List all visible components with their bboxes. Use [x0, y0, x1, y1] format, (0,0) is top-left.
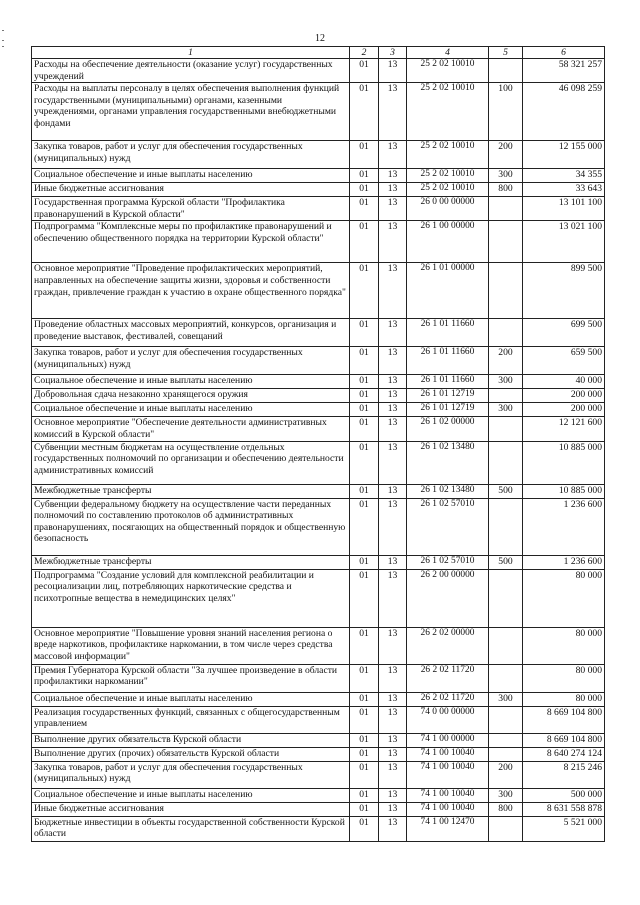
amount: 46 098 259: [523, 83, 605, 141]
section-code: 01: [350, 263, 379, 319]
item-name: Закупка товаров, работ и услуг для обеспечения государственных (муниципальных) нужд: [32, 141, 350, 169]
amount: 8 669 104 800: [523, 733, 605, 747]
table-header-row: [32, 47, 605, 59]
table-row: [32, 347, 605, 375]
target-article-code: 26 2 02 11720: [407, 664, 489, 692]
section-code: 01: [350, 692, 379, 706]
table-row: [32, 197, 605, 221]
expense-type-code: 500: [489, 555, 523, 569]
subsection-code: 13: [379, 375, 407, 389]
subsection-code: 13: [379, 441, 407, 484]
table-row: [32, 555, 605, 569]
target-article-code: 26 1 02 13480: [407, 484, 489, 498]
subsection-code: 13: [379, 733, 407, 747]
section-code: 01: [350, 83, 379, 141]
expense-type-code: [489, 441, 523, 484]
table-row: [32, 761, 605, 788]
amount: 33 643: [523, 183, 605, 197]
table-row: [32, 569, 605, 627]
table-row: [32, 802, 605, 816]
target-article-code: 26 1 01 12719: [407, 389, 489, 403]
target-article-code: 26 2 00 00000: [407, 569, 489, 627]
target-article-code: 74 1 00 10040: [407, 788, 489, 802]
table-row: [32, 706, 605, 733]
table-row: [32, 141, 605, 169]
section-code: 01: [350, 761, 379, 788]
expense-type-code: 200: [489, 761, 523, 788]
subsection-code: 13: [379, 417, 407, 441]
target-article-code: 25 2 02 10010: [407, 183, 489, 197]
subsection-code: 13: [379, 403, 407, 417]
subsection-code: 13: [379, 627, 407, 664]
target-article-code: 25 2 02 10010: [407, 141, 489, 169]
table-row: [32, 183, 605, 197]
target-article-code: 26 1 02 13480: [407, 441, 489, 484]
subsection-code: 13: [379, 747, 407, 761]
section-code: 01: [350, 484, 379, 498]
section-code: 01: [350, 417, 379, 441]
amount: 80 000: [523, 692, 605, 706]
target-article-code: 74 0 00 00000: [407, 706, 489, 733]
section-code: 01: [350, 403, 379, 417]
item-name: Расходы на обеспечение деятельности (оказание услуг) государственных учреждений: [32, 59, 350, 83]
column-header: 4: [407, 47, 489, 59]
item-name: Иные бюджетные ассигнования: [32, 802, 350, 816]
item-name: Социальное обеспечение и иные выплаты населению: [32, 375, 350, 389]
expense-type-code: [489, 627, 523, 664]
expense-type-code: 100: [489, 83, 523, 141]
expense-type-code: [489, 569, 523, 627]
expense-type-code: [489, 417, 523, 441]
amount: 1 236 600: [523, 498, 605, 555]
table-row: [32, 627, 605, 664]
item-name: Основное мероприятие "Проведение профилактических мероприятий, направленных на обеспечение защиты жизни, здоровья и собственности граждан, привлечение граждан к участию в охране общественного порядка": [32, 263, 350, 319]
section-code: 01: [350, 816, 379, 841]
table-row: [32, 788, 605, 802]
item-name: Межбюджетные трансферты: [32, 555, 350, 569]
section-code: 01: [350, 141, 379, 169]
item-name: Субвенции федеральному бюджету на осуществление части переданных полномочий по составлению протоколов об административных правонарушениях, посягающих на общественный порядок и общественную безопасность: [32, 498, 350, 555]
item-name: Премия Губернатора Курской области "За лучшее произведение в области профилактики наркомании": [32, 664, 350, 692]
section-code: 01: [350, 221, 379, 263]
table-row: [32, 59, 605, 83]
section-code: 01: [350, 498, 379, 555]
subsection-code: 13: [379, 816, 407, 841]
item-name: Социальное обеспечение и иные выплаты населению: [32, 403, 350, 417]
amount: 13 021 100: [523, 221, 605, 263]
expense-type-code: [489, 59, 523, 83]
table-row: [32, 498, 605, 555]
column-header: 3: [379, 47, 407, 59]
table-row: [32, 664, 605, 692]
table-row: [32, 221, 605, 263]
subsection-code: 13: [379, 498, 407, 555]
amount: 40 000: [523, 375, 605, 389]
subsection-code: 13: [379, 664, 407, 692]
section-code: 01: [350, 347, 379, 375]
amount: 5 521 000: [523, 816, 605, 841]
expense-type-code: [489, 706, 523, 733]
item-name: Иные бюджетные ассигнования: [32, 183, 350, 197]
target-article-code: 26 1 02 57010: [407, 498, 489, 555]
subsection-code: 13: [379, 319, 407, 347]
item-name: Социальное обеспечение и иные выплаты населению: [32, 692, 350, 706]
expense-type-code: [489, 197, 523, 221]
amount: 13 101 100: [523, 197, 605, 221]
expense-type-code: [489, 747, 523, 761]
amount: 12 155 000: [523, 141, 605, 169]
subsection-code: 13: [379, 59, 407, 83]
item-name: Социальное обеспечение и иные выплаты населению: [32, 169, 350, 183]
expense-type-code: 800: [489, 802, 523, 816]
table-row: [32, 816, 605, 841]
target-article-code: 26 1 01 11660: [407, 347, 489, 375]
item-name: Субвенции местным бюджетам на осуществление отдельных государственных полномочий по организации и обеспечению деятельности административных комиссий: [32, 441, 350, 484]
amount: 500 000: [523, 788, 605, 802]
item-name: Реализация государственных функций, связанных с общегосударственным управлением: [32, 706, 350, 733]
target-article-code: 74 1 00 10040: [407, 802, 489, 816]
subsection-code: 13: [379, 197, 407, 221]
target-article-code: 26 1 01 11660: [407, 319, 489, 347]
item-name: Добровольная сдача незаконно хранящегося оружия: [32, 389, 350, 403]
expense-type-code: 800: [489, 183, 523, 197]
item-name: Расходы на выплаты персоналу в целях обеспечения выполнения функций государственными (муниципальными) органами, казенными учреждениями, органами управления государственными внебюджетными фондами: [32, 83, 350, 141]
amount: 200 000: [523, 403, 605, 417]
table-row: [32, 484, 605, 498]
amount: 12 121 600: [523, 417, 605, 441]
section-code: 01: [350, 627, 379, 664]
amount: 8 215 246: [523, 761, 605, 788]
column-header: 1: [32, 47, 350, 59]
expense-type-code: 300: [489, 169, 523, 183]
item-name: Основное мероприятие "Обеспечение деятельности административных комиссий в Курской области": [32, 417, 350, 441]
column-header: 5: [489, 47, 523, 59]
amount: 80 000: [523, 569, 605, 627]
amount: 80 000: [523, 664, 605, 692]
expense-type-code: [489, 319, 523, 347]
amount: 80 000: [523, 627, 605, 664]
table-row: [32, 389, 605, 403]
expense-type-code: 500: [489, 484, 523, 498]
target-article-code: 74 1 00 10040: [407, 747, 489, 761]
column-header: 2: [350, 47, 379, 59]
table-row: [32, 733, 605, 747]
target-article-code: 74 1 00 10040: [407, 761, 489, 788]
expense-type-code: 300: [489, 788, 523, 802]
section-code: 01: [350, 197, 379, 221]
item-name: Проведение областных массовых мероприятий, конкурсов, организация и проведение выставок, фестивалей, совещаний: [32, 319, 350, 347]
item-name: Выполнение других (прочих) обязательств Курской области: [32, 747, 350, 761]
table-row: [32, 747, 605, 761]
amount: 34 355: [523, 169, 605, 183]
subsection-code: 13: [379, 555, 407, 569]
target-article-code: 26 1 01 12719: [407, 403, 489, 417]
item-name: Основное мероприятие "Повышение уровня знаний населения региона о вреде наркотиков, профилактике наркомании, в том числе через средства массовой информации": [32, 627, 350, 664]
amount: 200 000: [523, 389, 605, 403]
subsection-code: 13: [379, 169, 407, 183]
target-article-code: 25 2 02 10010: [407, 59, 489, 83]
target-article-code: 74 1 00 00000: [407, 733, 489, 747]
section-code: 01: [350, 706, 379, 733]
item-name: Подпрограмма "Комплексные меры по профилактике правонарушений и обеспечению общественного порядка на территории Курской области": [32, 221, 350, 263]
expense-type-code: [489, 664, 523, 692]
target-article-code: 25 2 02 10010: [407, 83, 489, 141]
amount: 10 885 000: [523, 484, 605, 498]
expense-type-code: [489, 498, 523, 555]
subsection-code: 13: [379, 183, 407, 197]
table-row: [32, 83, 605, 141]
expense-type-code: 200: [489, 347, 523, 375]
subsection-code: 13: [379, 484, 407, 498]
amount: 8 631 558 878: [523, 802, 605, 816]
subsection-code: 13: [379, 692, 407, 706]
section-code: 01: [350, 169, 379, 183]
item-name: Бюджетные инвестиции в объекты государственной собственности Курской области: [32, 816, 350, 841]
expense-type-code: [489, 733, 523, 747]
target-article-code: 74 1 00 12470: [407, 816, 489, 841]
subsection-code: 13: [379, 802, 407, 816]
table-row: [32, 403, 605, 417]
section-code: 01: [350, 664, 379, 692]
scan-mark: [2, 30, 4, 31]
amount: 1 236 600: [523, 555, 605, 569]
table-row: [32, 319, 605, 347]
subsection-code: 13: [379, 221, 407, 263]
section-code: 01: [350, 59, 379, 83]
target-article-code: 26 0 00 00000: [407, 197, 489, 221]
scan-mark: [2, 40, 4, 41]
subsection-code: 13: [379, 788, 407, 802]
section-code: 01: [350, 183, 379, 197]
target-article-code: 26 1 01 11660: [407, 375, 489, 389]
item-name: Государственная программа Курской области "Профилактика правонарушений в Курской области": [32, 197, 350, 221]
expense-type-code: 300: [489, 375, 523, 389]
section-code: 01: [350, 802, 379, 816]
amount: 8 669 104 800: [523, 706, 605, 733]
expense-type-code: 200: [489, 141, 523, 169]
item-name: Закупка товаров, работ и услуг для обеспечения государственных (муниципальных) нужд: [32, 761, 350, 788]
table-row: [32, 263, 605, 319]
section-code: 01: [350, 441, 379, 484]
item-name: Выполнение других обязательств Курской области: [32, 733, 350, 747]
section-code: 01: [350, 747, 379, 761]
table-row: [32, 169, 605, 183]
item-name: Подпрограмма "Создание условий для комплексной реабилитации и ресоциализации лиц, потребляющих наркотические средства и психотропные вещества в немедицинских целях": [32, 569, 350, 627]
item-name: Социальное обеспечение и иные выплаты населению: [32, 788, 350, 802]
page-number: 12: [315, 33, 325, 44]
subsection-code: 13: [379, 347, 407, 375]
budget-table: [31, 46, 605, 842]
item-name: Закупка товаров, работ и услуг для обеспечения государственных (муниципальных) нужд: [32, 347, 350, 375]
column-header: 6: [523, 47, 605, 59]
amount: 58 321 257: [523, 59, 605, 83]
expense-type-code: [489, 816, 523, 841]
expense-type-code: [489, 221, 523, 263]
section-code: 01: [350, 733, 379, 747]
expense-type-code: [489, 263, 523, 319]
subsection-code: 13: [379, 263, 407, 319]
subsection-code: 13: [379, 141, 407, 169]
amount: 899 500: [523, 263, 605, 319]
expense-type-code: [489, 389, 523, 403]
table-row: [32, 417, 605, 441]
amount: 10 885 000: [523, 441, 605, 484]
target-article-code: 26 2 02 00000: [407, 627, 489, 664]
amount: 8 640 274 124: [523, 747, 605, 761]
section-code: 01: [350, 788, 379, 802]
target-article-code: 25 2 02 10010: [407, 169, 489, 183]
item-name: Межбюджетные трансферты: [32, 484, 350, 498]
target-article-code: 26 1 00 00000: [407, 221, 489, 263]
target-article-code: 26 2 02 11720: [407, 692, 489, 706]
section-code: 01: [350, 569, 379, 627]
table-row: [32, 692, 605, 706]
section-code: 01: [350, 555, 379, 569]
expense-type-code: 300: [489, 692, 523, 706]
scan-mark: [2, 46, 4, 47]
target-article-code: 26 1 02 57010: [407, 555, 489, 569]
target-article-code: 26 1 01 00000: [407, 263, 489, 319]
subsection-code: 13: [379, 761, 407, 788]
expense-type-code: 300: [489, 403, 523, 417]
section-code: 01: [350, 389, 379, 403]
subsection-code: 13: [379, 83, 407, 141]
target-article-code: 26 1 02 00000: [407, 417, 489, 441]
subsection-code: 13: [379, 569, 407, 627]
amount: 659 500: [523, 347, 605, 375]
table-row: [32, 441, 605, 484]
amount: 699 500: [523, 319, 605, 347]
section-code: 01: [350, 319, 379, 347]
subsection-code: 13: [379, 389, 407, 403]
table-row: [32, 375, 605, 389]
section-code: 01: [350, 375, 379, 389]
subsection-code: 13: [379, 706, 407, 733]
